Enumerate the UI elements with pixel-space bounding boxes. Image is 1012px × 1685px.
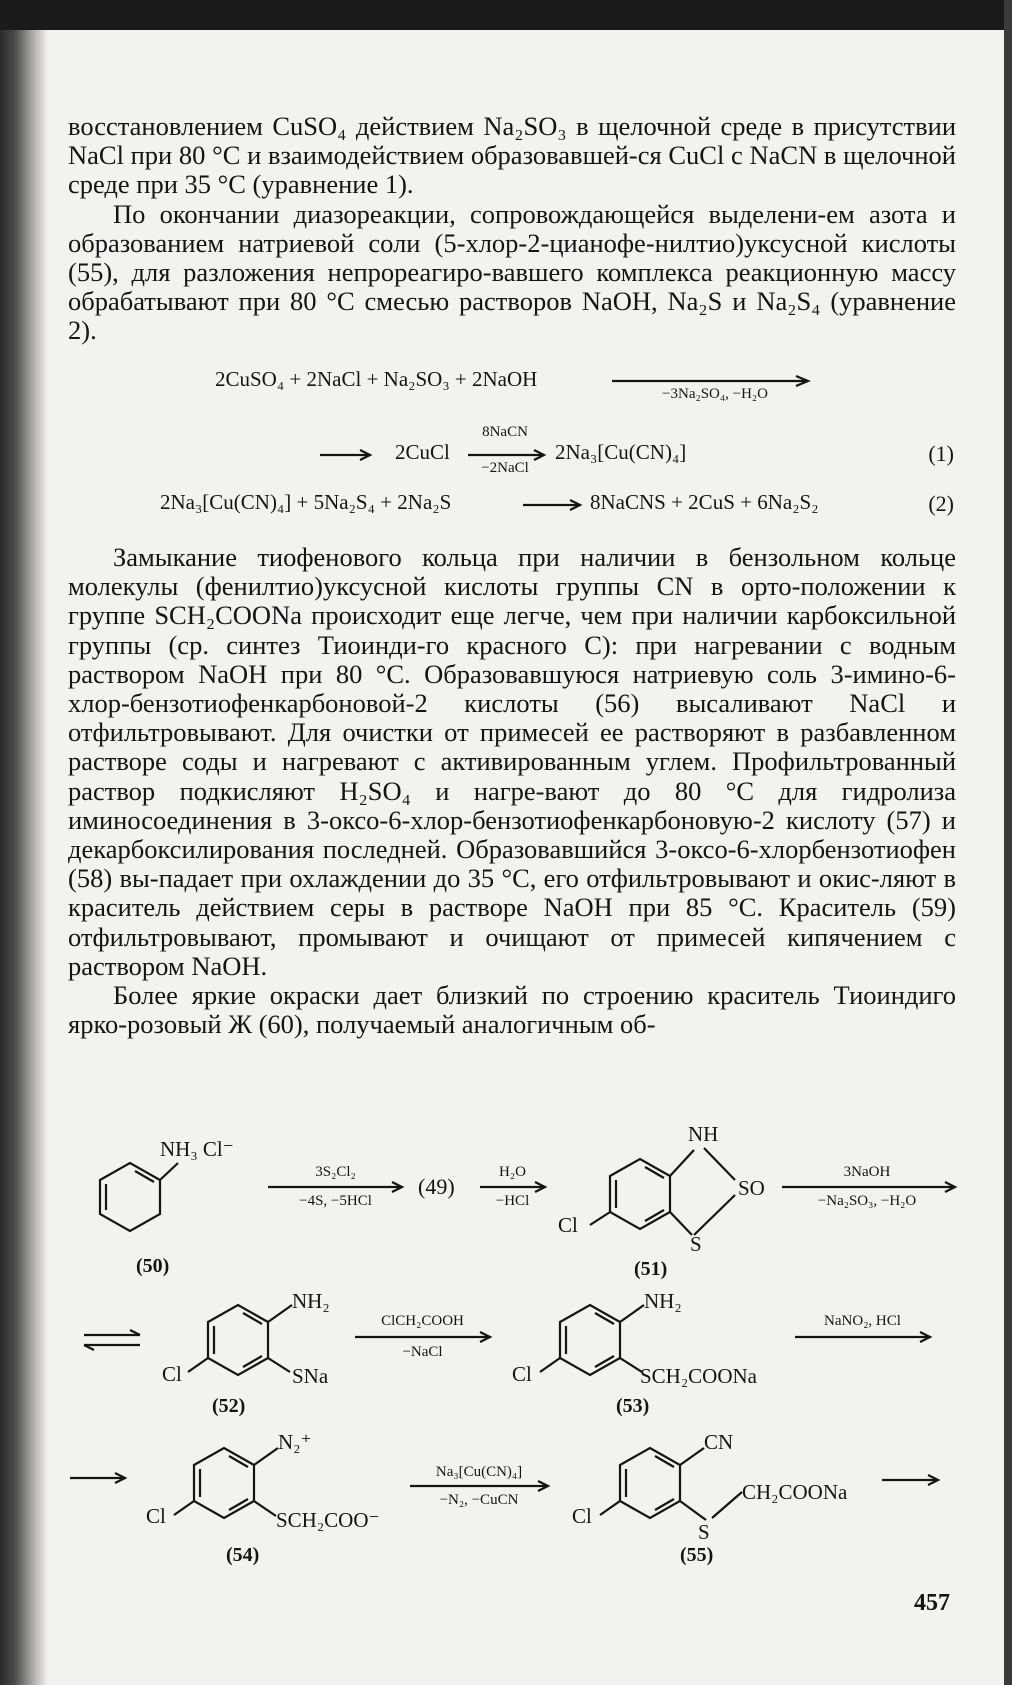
equation-1-product: 2Na₃[Cu(CN)₄] — [555, 440, 687, 464]
step1-reagent: 3S₂Cl₂ — [315, 1164, 356, 1180]
step3-byproducts: −Na₂SO₃, −H₂O — [817, 1193, 917, 1209]
c53-nh2: NH₂ — [644, 1289, 682, 1313]
ring-51 — [590, 1148, 735, 1235]
equation-1-cucl: 2CuCl — [395, 440, 450, 464]
c54-diazonium: N₂⁺ — [278, 1430, 312, 1454]
ring-54 — [174, 1448, 278, 1518]
c55-cn: CN — [704, 1430, 734, 1454]
c51-so: SO — [738, 1176, 765, 1200]
step3-reagent: 3NaOH — [843, 1164, 891, 1180]
intermediate-49: (49) — [418, 1174, 455, 1199]
paragraph-2: По окончании диазореакции, сопровождающейся выделени-ем азота и образованием натриевой соли (5-хлор-2-цианофе-нилтио)уксусной кислоты (55), для разложения непрореагиро-вавшего комплекса реакционную массу обрабатывают при 80 °C смесью растворов NaOH, Na₂S и Na₂S₄ (уравнение 2). — [68, 198, 956, 346]
c52-nh2: NH₂ — [292, 1289, 330, 1313]
equation-2-number: (2) — [928, 491, 954, 516]
compound-54-label: (54) — [226, 1544, 260, 1566]
c55-s: S — [698, 1520, 710, 1544]
ring-50 — [100, 1163, 178, 1231]
compound-52-label: (52) — [212, 1395, 246, 1417]
compound-53-label: (53) — [616, 1395, 650, 1417]
c51-s: S — [690, 1232, 702, 1256]
c51-cl: Cl — [558, 1213, 578, 1237]
paragraph-1: восстановлением CuSO₄ действием Na₂SO₃ в щелочной среде в присутствии NaCl при 80 °C и взаимодействием образовавшей-ся CuCl с NaCN в щелочной среде при 35 °C (уравнение 1). — [68, 111, 956, 200]
c53-substituent: SCH₂COONa — [640, 1364, 757, 1388]
page-number: 457 — [914, 1590, 950, 1616]
step4-reagent: ClCH₂COOH — [381, 1313, 464, 1329]
equation-2-right: 8NaCNS + 2CuS + 6Na₂S₂ — [590, 490, 819, 514]
scheme-arrows-row2 — [84, 1330, 930, 1350]
step2-byproduct: −HCl — [495, 1193, 530, 1209]
paragraph-4: Более яркие окраски дает близкий по строению краситель Тиоиндиго ярко-розовый Ж (60), получаемый аналогичным об- — [68, 980, 956, 1040]
step1-byproducts: −4S, −5HCl — [299, 1193, 372, 1209]
c54-substituent: SCH₂COO⁻ — [276, 1508, 380, 1532]
compound-51-label: (51) — [634, 1258, 668, 1280]
ring-55 — [600, 1448, 742, 1520]
equation-arrows — [320, 376, 808, 510]
equation-2-left: 2Na₃[Cu(CN)₄] + 5Na₂S₄ + 2Na₂S — [160, 490, 452, 514]
c51-nh: NH — [688, 1122, 719, 1146]
c52-cl: Cl — [162, 1362, 182, 1386]
step4-byproduct: −NaCl — [402, 1344, 443, 1360]
step6-reagent: Na₃[Cu(CN)₄] — [435, 1464, 523, 1480]
equation-1-reagent-above: 8NaCN — [482, 424, 528, 440]
c53-cl: Cl — [512, 1362, 532, 1386]
c52-sna: SNa — [292, 1364, 329, 1388]
scheme-arrows-row1 — [268, 1182, 955, 1192]
step5-reagents: NaNO₂, HCl — [824, 1313, 901, 1329]
ring-53 — [540, 1305, 644, 1375]
ring-52 — [188, 1305, 292, 1375]
c50-ammonium-group: NH₃ Cl⁻ — [160, 1137, 234, 1161]
c55-substituent: CH₂COONa — [742, 1480, 848, 1504]
c54-cl: Cl — [146, 1504, 166, 1528]
compound-55-label: (55) — [680, 1544, 714, 1566]
paragraph-3: Замыкание тиофенового кольца при наличии в бензольном кольце молекулы (фенилтио)уксусной кислоты группы CN в орто-положении к группе SCH₂COONa происходит еще легче, чем при наличии карбоксильной группы (ср. синтез Тиоинди-го красного С): при нагревании с водным раствором NaOH при 80 °C. Образовавшуюся натриевую соль 3-имино-6-хлор-бензотиофенкарбоновой-2 кислоты (56) высаливают NaCl и отфильтровывают. Для очистки от примесей ее растворяют в разбавленном растворе соды и нагревают с активированным углем. Профильтрованный раствор подкисляют H₂SO₄ и нагре-вают до 80 °C для гидролиза иминосоединения в 3-оксо-6-хлор-бензотиофенкарбоновую-2 кислоту (57) и декарбоксилирования последней. Образовавшийся 3-оксо-6-хлорбензотиофен (58) вы-падает при охлаждении до 35 °C, его отфильтровывают и окис-ляют в краситель действием серы в растворе NaOH при 85 °C. Краситель (59) отфильтровывают, промывают и очищают от примесей кипячением с раствором NaOH. — [68, 542, 956, 981]
equation-1-arrow-label: −3Na₂SO₄, −H₂O — [662, 386, 768, 402]
step2-reagent: H₂O — [499, 1164, 526, 1180]
equation-1-reactants: 2CuSO₄ + 2NaCl + Na₂SO₃ + 2NaOH — [215, 367, 538, 391]
equation-1-number: (1) — [928, 441, 954, 466]
c55-cl: Cl — [572, 1504, 592, 1528]
compound-50-label: (50) — [136, 1255, 170, 1277]
step6-byproducts: −N₂, −CuCN — [439, 1492, 519, 1508]
equation-1-reagent-below: −2NaCl — [481, 460, 529, 476]
